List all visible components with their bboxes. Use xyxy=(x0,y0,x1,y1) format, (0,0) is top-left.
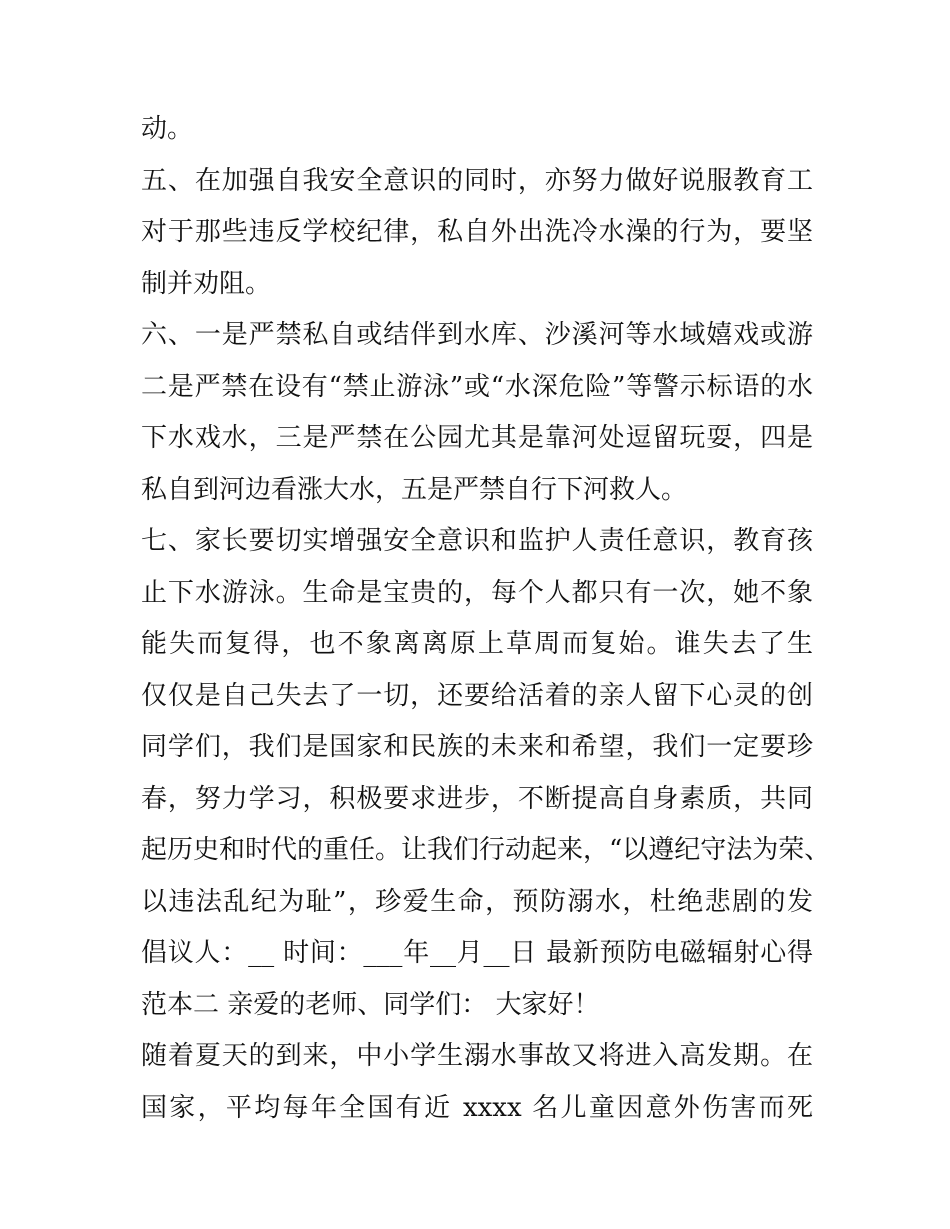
text-line: 随着夏天的到来，中小学生溺水事故又将进入高发期。在 xyxy=(141,1041,813,1071)
text-line: 动。 xyxy=(141,114,194,144)
text-line: 私自到河边看涨大水，五是严禁自行下河救人。 xyxy=(141,474,688,505)
text-line: 国家，平均每年全国有近 xxxx 名儿童因意外伤害而死 xyxy=(141,1092,813,1123)
text-line: 下水戏水，三是严禁在公园尤其是靠河处逗留玩耍，四是 xyxy=(141,423,813,453)
text-line: 对于那些违反学校纪律，私自外出洗冷水澡的行为，要坚 xyxy=(141,217,813,247)
text-line: 二是严禁在设有“禁止游泳”或“水深危险”等警示标语的水 xyxy=(141,371,813,402)
text-line: 六、一是严禁私自或结伴到水库、沙溪河等水域嬉戏或游 xyxy=(141,320,813,350)
text-line: 制并劝阻。 xyxy=(141,268,272,299)
document-body xyxy=(141,104,831,1134)
text-line: 春，努力学习，积极要求进步，不断提高自身素质，共同 xyxy=(141,783,813,814)
text-line: 仅仅是自己失去了一切，还要给活着的亲人留下心灵的创 xyxy=(141,680,813,711)
text-line: 五、在加强自我安全意识的同时，亦努力做好说服教育工 xyxy=(141,165,813,196)
text-line: 七、家长要切实增强安全意识和监护人责任意识，教育孩 xyxy=(141,526,813,556)
text-line: 倡议人：__ 时间：___年__月__日 最新预防电磁辐射心得 xyxy=(141,938,813,968)
text-line: 同学们，我们是国家和民族的未来和希望，我们一定要珍 xyxy=(141,732,813,762)
text-line: 范本二 亲爱的老师、同学们： 大家好！ xyxy=(141,989,600,1020)
text-line: 止下水游泳。生命是宝贵的，每个人都只有一次，她不象 xyxy=(141,577,813,608)
text-line: 能失而复得，也不象离离原上草周而复始。谁失去了生 xyxy=(141,629,813,659)
text-line: 以违法乱纪为耻”，珍爱生命，预防溺水，杜绝悲剧的发 xyxy=(141,886,813,917)
text-line: 起历史和时代的重任。让我们行动起来，“以遵纪守法为荣、 xyxy=(141,835,831,865)
